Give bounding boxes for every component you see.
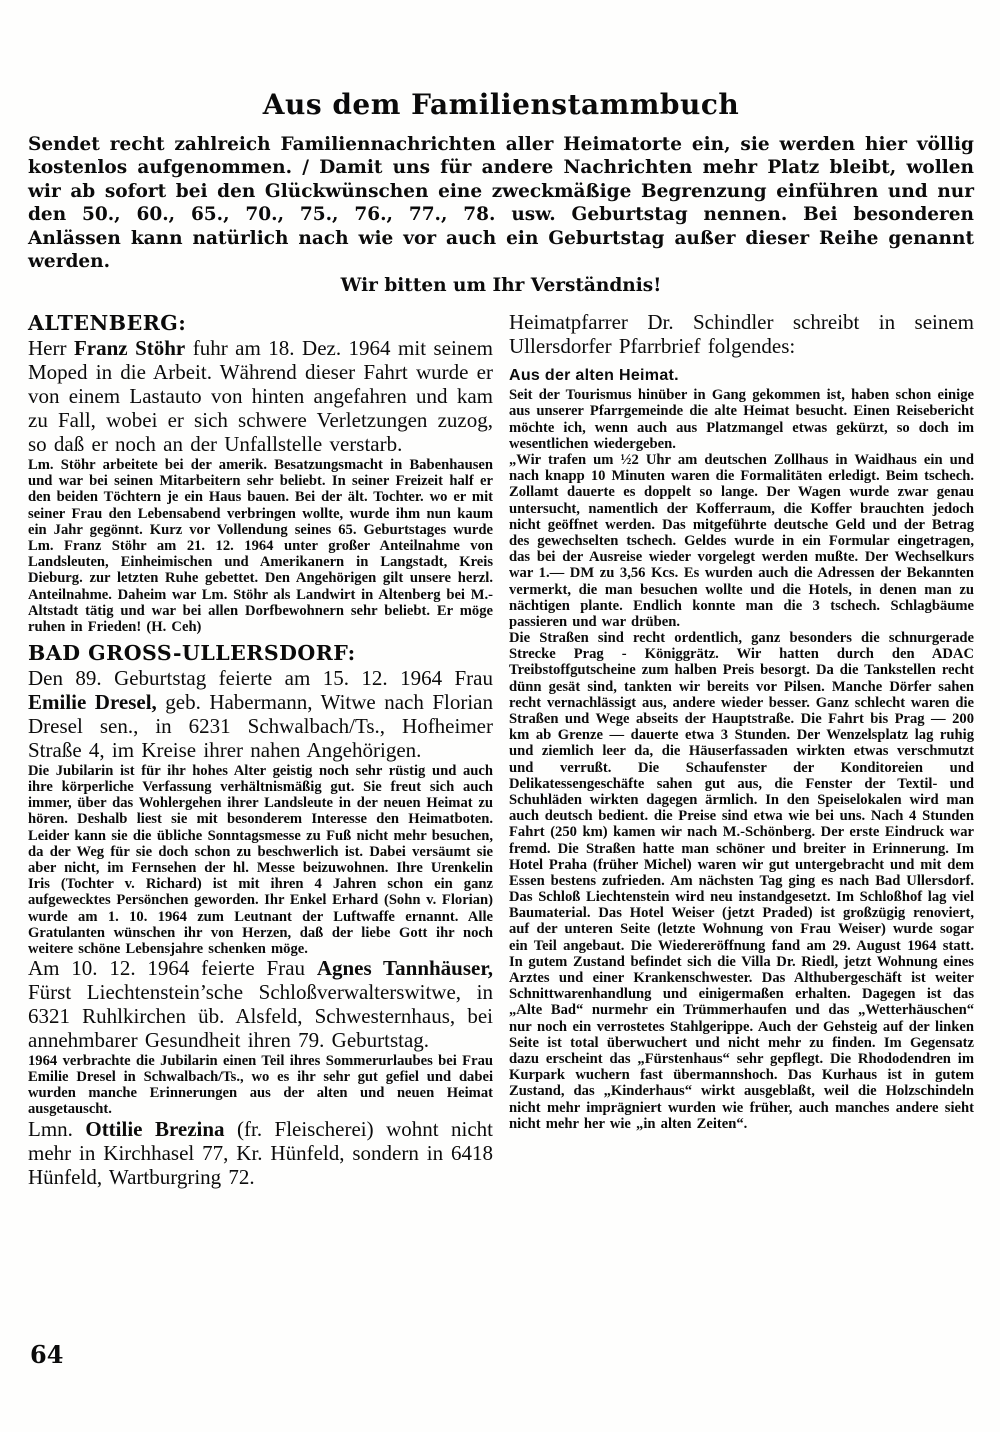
person-name-agnes-tannhaeuser: Agnes Tannhäuser, — [316, 956, 493, 981]
brezina-paragraph — [28, 1118, 493, 1190]
heimat-paragraph-3: Die Straßen sind recht ordentlich, ganz besonders die schnurgerade Strecke Prag - Königgrätz. Wir hatten durch den ADAC Treibstoffgutscheine zum halben Preis besorgt. Da die Tankstellen recht dünn gesät sind, tankten wir bereits vor Pilsen. Manche Dörfer sahen recht vernachlässigt aus, andere wieder besser. Ganz schlecht waren die Straßen und Wege abseits der Hauptstraße. Die Fahrt bis Prag — 200 km ab Grenze — dauerte etwa 3 Stunden. Der Wenzelsplatz lag ruhig und ziemlich leer da, die Häuserfassaden wirkten etwas verschmutzt und verrußt. Die Schaufenster der Konditoreien und Delikatessengeschäfte sahen gut aus, die Fenster der Textil- und Schuhläden wirkten dagegen ärmlich. In den Speiselokalen wird man auch deutsch bedient. die Preise sind etwa wie bei uns. Nach 4 Stunden Fahrt (250 km) kamen wir nach M.-Schönberg. Der erste Eindruck war fremd. Die Straßen hatte man schöner und breiter in Erinnerung. Im Hotel Praha (früher Michel) waren wir gut untergebracht und mit dem Essen bestens zufrieden. Am nächsten Tag ging es nach Bad Ullersdorf. Das Schloß Liechtenstein wird neu instandgesetzt. Im Schloßhof lag viel Baumaterial. Das Hotel Weiser (jetzt Praded) ist großzügig renoviert, auf der unteren Seite (letzte Wohnung von Frau Weiser) wurde sogar ein Teil angebaut. Die Wiedereröffnung fand am 29. August 1964 statt. In gutem Zustand befindet sich die Villa Dr. Riedl, jetzt Wohnung eines Arztes und einer Krankenschwester. Das Althubergeschäft ist weiter Schnittwarenhandlung und einigermaßen erhalten. Dagegen ist das „Alte Bad“ nurmehr ein Trümmerhaufen und das „Wetterhäuschen“ nur noch ein verrostetes Stahlgerippe. Auch der Gehsteig auf der linken Seite ist total überwuchert und nicht mehr zu finden. Im Gegensatz dazu erscheint das „Fürstenhaus“ sehr gepflegt. Die Rhododendren im Kurpark wuchern fast übermannshoch. Das Kurhaus ist in gutem Zustand, das „Kinderhaus“ wirkt ausgeblaßt, weil die Holzschindeln nicht mehr imprägniert wurden wie früher, auch manches andere sieht nicht mehr her wie „in alten Zeiten“. — [509, 630, 974, 1132]
altenberg-main-pre: Herr — [28, 336, 74, 361]
section-heading-altenberg: ALTENBERG: — [28, 311, 187, 336]
tannhaeuser-detail-paragraph: 1964 verbrachte die Jubilarin einen Teil ihres Sommerurlaubes bei Frau Emilie Dresel in Schwalbach/Ts., wo es ihr sehr gut gefiel und dabei wurden manche Erinnerungen aus der alten und neuen Heimat ausgetauscht. — [28, 1052, 493, 1118]
section-heading-bad-gross-ullersdorf: BAD GROSS-ULLERSDORF: — [28, 641, 356, 666]
right-column — [509, 311, 974, 1132]
brezina-post: (fr. Fleischerei) wohnt nicht mehr in Kirchhasel 77, Kr. Hünfeld, sondern in 6418 Hünfeld, Wartburgring 72. — [28, 1116, 494, 1189]
page-title: Aus dem Familienstammbuch — [262, 88, 740, 121]
tannhaeuser-main-post: Fürst Liechtenstein’sche Schloßverwalterswitwe, in 6321 Ruhlkirchen üb. Alsfeld, Schwesternhaus, bei annehmbarer Gesundheit ihren 79. Geburtstag. — [28, 980, 493, 1052]
pfarrbrief-intro-paragraph: Heimatpfarrer Dr. Schindler schreibt in seinem Ullersdorfer Pfarrbrief folgendes: — [509, 310, 974, 359]
intro-closing-line: Wir bitten um Ihr Verständnis! — [340, 274, 662, 296]
intro-paragraph: Sendet recht zahlreich Familiennachrichten aller Heimatorte ein, sie werden hier völlig kostenlos aufgenommen. / Damit uns für andere Nachrichten mehr Platz bleibt, wollen wir ab sofort bei den Glückwünschen eine zweckmäßige Begrenzung einführen und nur den 50., 60., 65., 70., 75., 76., 77., 78. usw. Geburtstag nennen. Bei besonderen Anlässen kann natürlich nach wie vor auch ein Geburtstag außer dieser Reihe genannt werden. — [28, 134, 974, 273]
two-column-body — [28, 311, 974, 1189]
dresel-main-post: geb. Habermann, Witwe nach Florian Dresel sen., in 6231 Schwalbach/Ts., Hofheimer Straße 4, im Kreise ihrer nahen Angehörigen. — [28, 690, 493, 762]
dresel-main-pre: Den 89. Geburtstag feierte am 15. 12. 1964 Frau — [28, 666, 493, 691]
dresel-detail-paragraph: Die Jubilarin ist für ihr hohes Alter geistig noch sehr rüstig und auch ihre körperliche Verfassung verhältnismäßig gut. Sie freut sich auch immer, über das Wohlergehen ihrer Landsleute in der neuen Heimat zu hören. Deshalb liest sie mit besonderem Interesse den Heimatboten. Leider kann sie die übliche Sonntagsmesse zu Fuß nicht mehr besuchen, da der Weg für sie doch schon zu beschwerlich ist. Dabei versäumt sie aber nicht, im Fernsehen der hl. Messe beizuwohnen. Ihre Urenkelin Iris (Tochter v. Richard) ist mit ihren 4 Jahren schon ein ganz aufgewecktes Persönchen geworden. Ihr Enkel Erhard (Sohn v. Florian) wurde am 1. 10. 1964 zum Leutnant der Luftwaffe ernannt. Alle Gratulanten wünschen ihr von Herzen, daß der liebe Gott ihr noch weitere schöne Lebensjahre schenken möge. — [28, 762, 493, 957]
altenberg-main-paragraph — [28, 337, 493, 457]
altenberg-main-post: fuhr am 18. Dez. 1964 mit seinem Moped in die Arbeit. Während dieser Fahrt wurde er von einem Lastauto von hinten angefahren und kam zu Fall, wobei er sich schwere Verletzungen zuzog, so daß er noch an der Unfallstelle verstarb. — [28, 336, 493, 457]
tannhaeuser-main-pre: Am 10. 12. 1964 feierte Frau — [28, 956, 317, 981]
dresel-main-paragraph — [28, 667, 493, 763]
section-heading-aus-der-alten-heimat: Aus der alten Heimat. — [509, 367, 679, 385]
heimat-paragraph-2: „Wir trafen um ½2 Uhr am deutschen Zollhaus in Waidhaus ein und nach knapp 10 Minuten waren die Formalitäten erledigt. Beim tschech. Zollamt dauerte es doppelt so lange. Der Wagen wurde zwar genau untersucht, namentlich der Kofferraum, die Koffer brauchten jedoch nicht geöffnet werden. Das mitgeführte deutsche Geld und der Betrag des gewechselten tschech. Geldes wurde in ein Formular eingetragen, das bei der Ausreise wieder vorgelegt werden mußte. Der Wechselkurs war 1.— DM zu 3,56 Kcs. Es wurden auch die Adressen der Bekannten vermerkt, die man besuchen wollte und die Hotels, in denen man zu nächtigen plante. Endlich konnte man die 3 tschech. Schlagbäume passieren und war drüben. — [509, 452, 974, 630]
person-name-ottilie-brezina: Ottilie Brezina — [85, 1116, 225, 1141]
page-number: 64 — [30, 1340, 64, 1369]
person-name-franz-stoehr: Franz Stöhr — [73, 336, 186, 361]
altenberg-detail-paragraph: Lm. Stöhr arbeitete bei der amerik. Besatzungsmacht in Babenhausen und war bei seinen Mitarbeitern sehr beliebt. In seiner Freizeit half er den beiden Töchtern je ein Haus bauen. Bei der ält. Tochter. wo er mit seiner Frau den Lebensabend verbringen wollte, wurde ihm nun kaum ein Jahr gegönnt. Kurz vor Vollendung seines 65. Geburtstages wurde Lm. Franz Stöhr am 21. 12. 1964 unter großer Anteilnahme von Landsleuten, Einheimischen und Amerikanern in Langstadt, Kreis Dieburg. zur letzten Ruhe gebettet. Den Angehörigen gilt unsere herzl. Anteilnahme. Daheim war Lm. Stöhr als Landwirt in Altenberg bei M.-Altstadt tätig und war bei allen Dorfbewohnern sehr beliebt. Er möge ruhen in Frieden! (H. Ceh) — [28, 457, 493, 635]
person-name-emilie-dresel: Emilie Dresel, — [28, 690, 157, 715]
brezina-pre: Lmn. — [28, 1116, 86, 1141]
heimat-paragraph-1: Seit der Tourismus hinüber in Gang gekommen ist, haben schon einige aus unserer Pfarrgemeinde die alte Heimat besucht. Einen Reisebericht möchte ich, wenn auch aus Platzmangel etwas gekürzt, so doch im wesentlichen wiedergeben. — [509, 387, 974, 452]
left-column — [28, 311, 493, 1189]
tannhaeuser-main-paragraph — [28, 957, 493, 1053]
